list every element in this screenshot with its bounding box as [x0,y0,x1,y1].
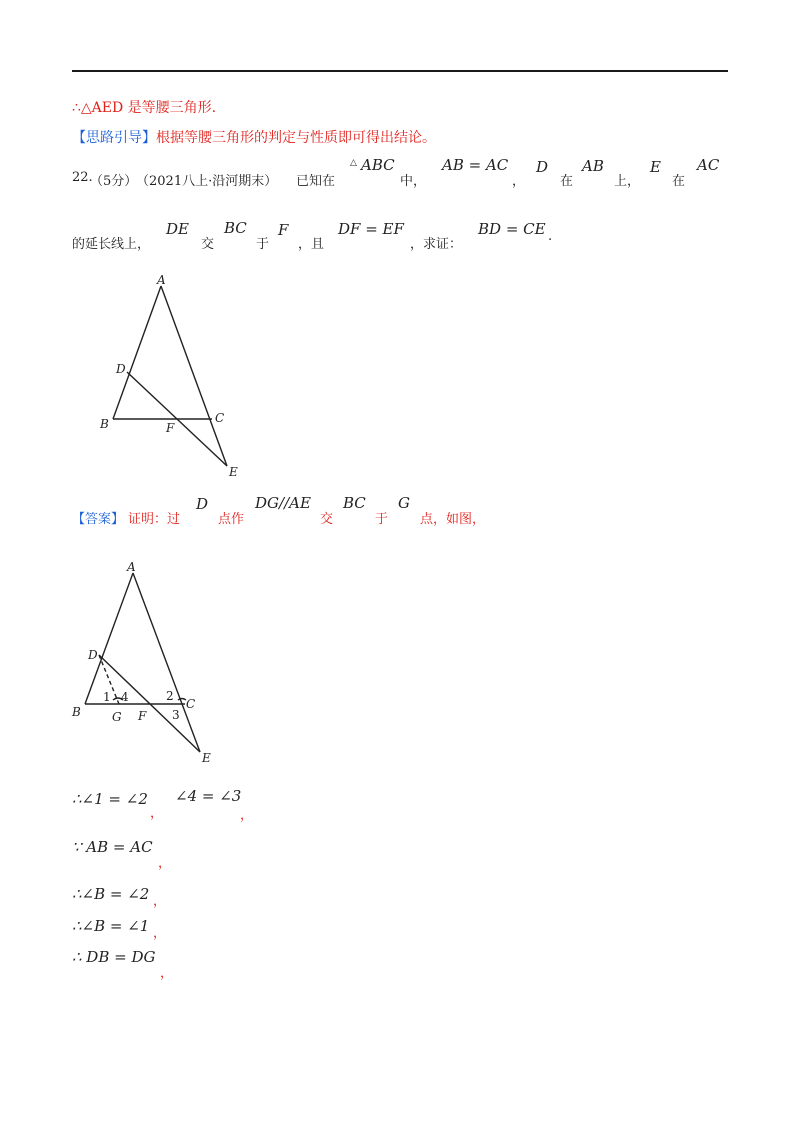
problem-text: 于 [256,237,270,252]
math-bd-eq-ce: BD = CE [478,220,546,238]
problem-number: 22. [72,170,93,185]
math-e: E [650,158,661,176]
answer-text: 点作 [218,512,245,527]
angle-mark-c [178,699,186,701]
hint-line [72,128,436,148]
problem-text: 上， [614,174,641,189]
step-comma: ， [153,894,167,909]
segment-ab [85,573,133,704]
math-bc: BC [224,219,247,237]
point-label-e: E [202,751,211,765]
point-label-a: A [157,273,166,287]
math-bc: BC [343,494,366,512]
step-expr: ∴∠B = ∠2 [72,885,150,903]
point-label-d: D [88,648,98,662]
math-f: F [278,221,289,239]
problem-score: （5分） [90,174,138,189]
step-expr: ∴∠1 = ∠2 [72,790,148,808]
segment-ae [133,573,200,752]
point-label-e: E [229,465,238,479]
figure-triangle-1 [95,270,255,485]
point-label-g: G [112,710,122,724]
step-expr: ∵ AB = AC [72,838,153,856]
point-label-f: F [138,709,147,723]
point-label-b: B [100,417,109,431]
math-d: D [196,495,209,513]
problem-text: ， [512,174,526,189]
hint-text: 根据等腰三角形的判定与性质即可得出结论。 [156,130,436,146]
angle-label-3: 3 [172,708,180,722]
step-expr: ∴∠B = ∠1 [72,917,150,935]
step-expr: ∴ DB = DG [72,948,156,966]
figure-triangle-2 [68,560,228,775]
point-label-b: B [72,705,81,719]
step-comma: ， [150,806,164,821]
problem-text: 已知在 [296,174,336,189]
conclusion-line: ∴△AED 是等腰三角形. [72,100,217,116]
math-ab-eq-ac: AB = AC [442,156,509,174]
point-label-a: A [127,560,136,574]
answer-text: 点，如图， [420,512,486,527]
point-label-c: C [215,411,225,425]
answer-text: 交 [320,512,334,527]
problem-text: 在 [672,174,686,189]
problem-text: 的延长线上， [72,237,151,252]
angle-label-4: 4 [121,690,129,704]
point-label-c: C [186,697,196,711]
math-abc: ABC [361,156,395,174]
header-rule [72,70,728,72]
problem-text: 在 [560,174,574,189]
segment-ae [161,286,227,466]
math-df-eq-ef: DF = EF [338,220,404,238]
hint-label: 【思路引导】 [72,130,156,146]
answer-label: 【答案】 [72,512,125,527]
triangle-symbol: △ [350,158,357,168]
math-de: DE [166,220,189,238]
problem-text: . [548,229,553,244]
step-comma: ， [158,856,172,871]
math-dg-parallel-ae: DG//AE [255,494,311,512]
math-ac: AC [697,156,720,174]
math-ab: AB [582,157,604,175]
point-label-f: F [166,421,175,435]
step-comma: ， [240,808,254,823]
math-g: G [398,494,410,512]
point-label-d: D [116,362,126,376]
problem-text: 交 [201,237,215,252]
angle-label-1: 1 [103,690,111,704]
math-d: D [536,158,549,176]
step-expr-2: ∠4 = ∠3 [175,787,242,805]
angle-label-2: 2 [166,689,174,703]
segment-ab [113,286,161,419]
step-comma: ， [160,966,174,981]
problem-text: 中， [400,174,427,189]
problem-source: （2021八上·沿河期末） [136,174,278,189]
answer-text: 于 [375,512,389,527]
step-comma: ， [153,926,167,941]
problem-text: ，求证： [410,237,463,252]
answer-text: 证明：过 [128,512,181,527]
problem-text: ，且 [298,237,325,252]
